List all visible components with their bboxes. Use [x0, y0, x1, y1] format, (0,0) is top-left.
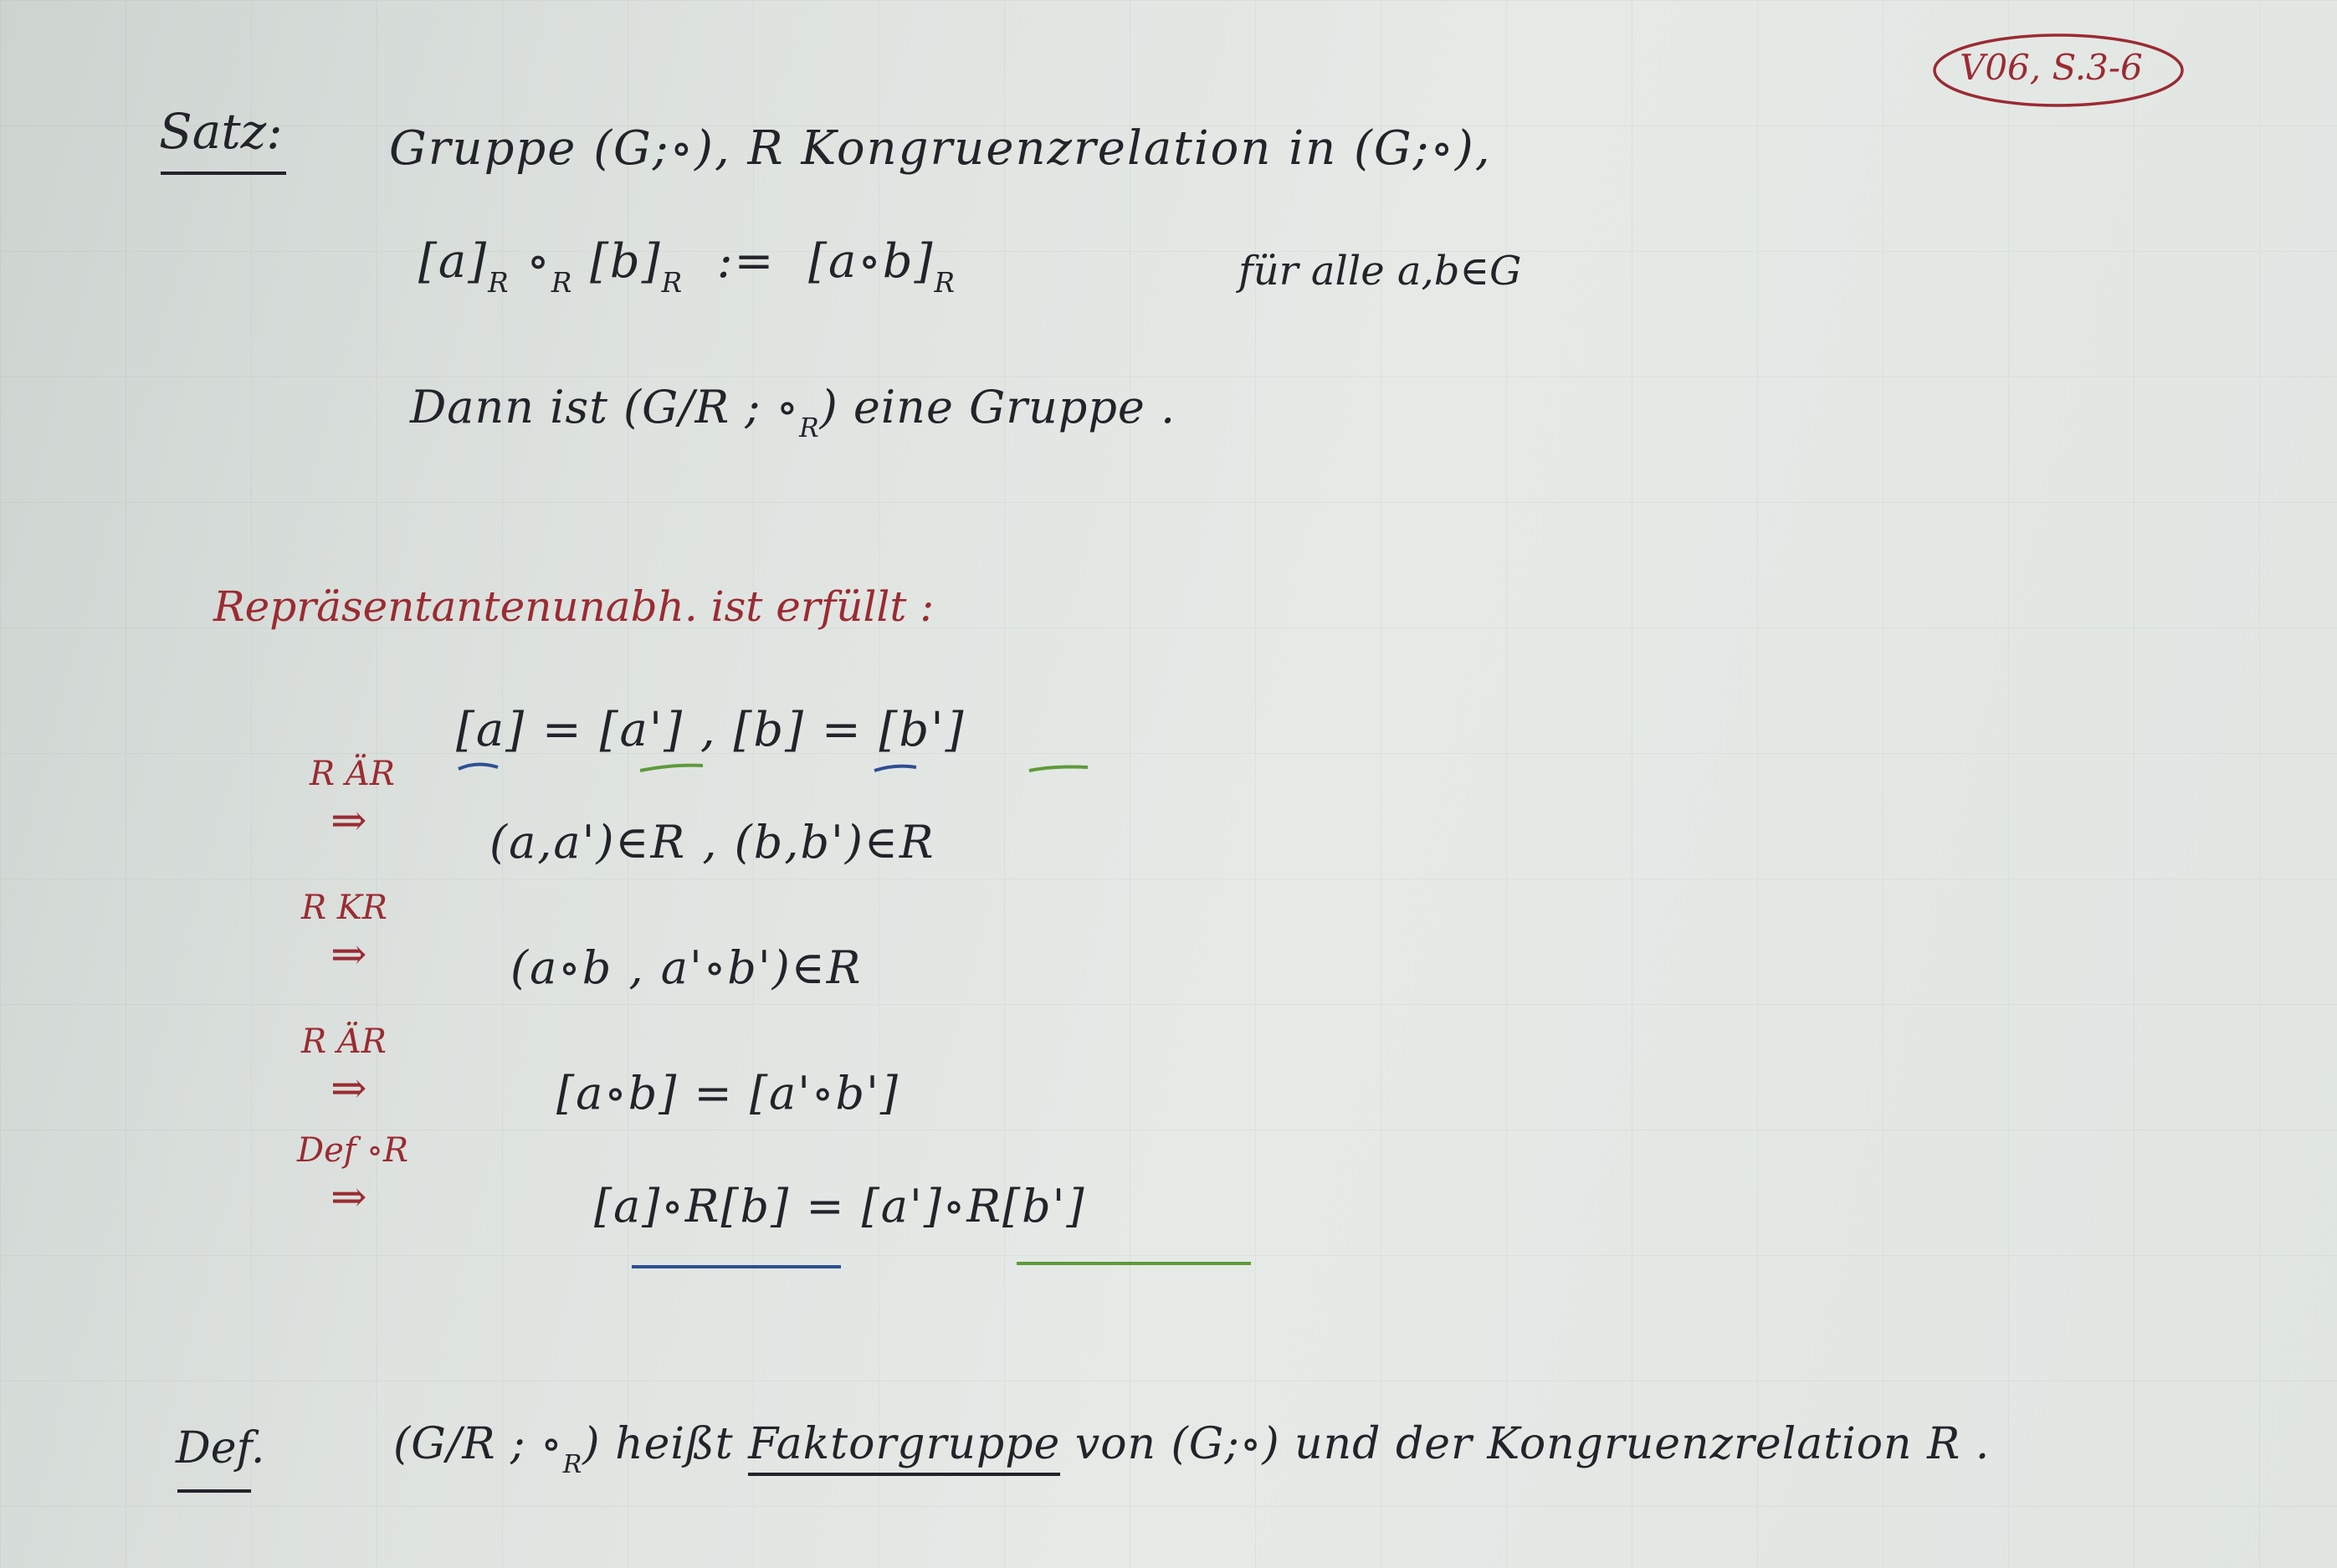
step-1-label: R ÄR	[310, 755, 395, 793]
step-2-expr: (a,a')∈R , (b,b')∈R	[489, 816, 935, 869]
step-1-expr: [a] = [a'] , [b] = [b']	[456, 703, 966, 757]
step-3-expr: (a∘b , a'∘b')∈R	[510, 941, 863, 994]
definition-label: Def.	[176, 1423, 265, 1473]
step-5-arrow: ⇒	[331, 1172, 367, 1222]
stamp-text: V06, S.3-6	[1960, 47, 2143, 88]
step-5-underline-left	[632, 1265, 841, 1268]
definition-term: Faktorgruppe	[748, 1419, 1060, 1476]
theorem-conclusion: Dann ist (G/R ; $\circ_R$) eine Gruppe .	[410, 381, 1176, 444]
step-5-expr: [a]∘R[b] = [a']∘R[b']	[594, 1180, 1086, 1232]
theorem-label-underline	[161, 172, 286, 175]
theorem-operation-definition: $[a]_R$ $\circ_R$ $[b]_R$ := $[a\circ b]_R$	[418, 234, 956, 299]
definition-text: (G/R ; $\circ_R$) heißt Faktorgruppe von (G;∘) und der Kongruenzrelation R .	[393, 1419, 1991, 1479]
step-1-arrow: ⇒	[331, 796, 367, 846]
theorem-premise: Gruppe (G;∘), R Kongruenzrelation in (G;∘),	[389, 121, 1492, 176]
step-4-label: R ÄR	[301, 1022, 387, 1061]
step-1-marks	[452, 757, 1121, 791]
step-4-arrow: ⇒	[331, 1063, 367, 1114]
theorem-label: Satz:	[159, 103, 283, 160]
proof-header: Repräsentantenunabh. ist erfüllt :	[213, 582, 935, 631]
step-3-arrow: ⇒	[331, 930, 367, 980]
step-4-expr: [a∘b] = [a'∘b']	[556, 1067, 900, 1120]
definition-label-underline	[177, 1489, 251, 1493]
theorem-operation-condition: für alle a,b∈G	[1238, 248, 1522, 295]
step-5-underline-right	[1017, 1262, 1251, 1265]
step-5-label: Def ∘R	[297, 1131, 408, 1170]
step-3-label: R KR	[301, 889, 387, 927]
